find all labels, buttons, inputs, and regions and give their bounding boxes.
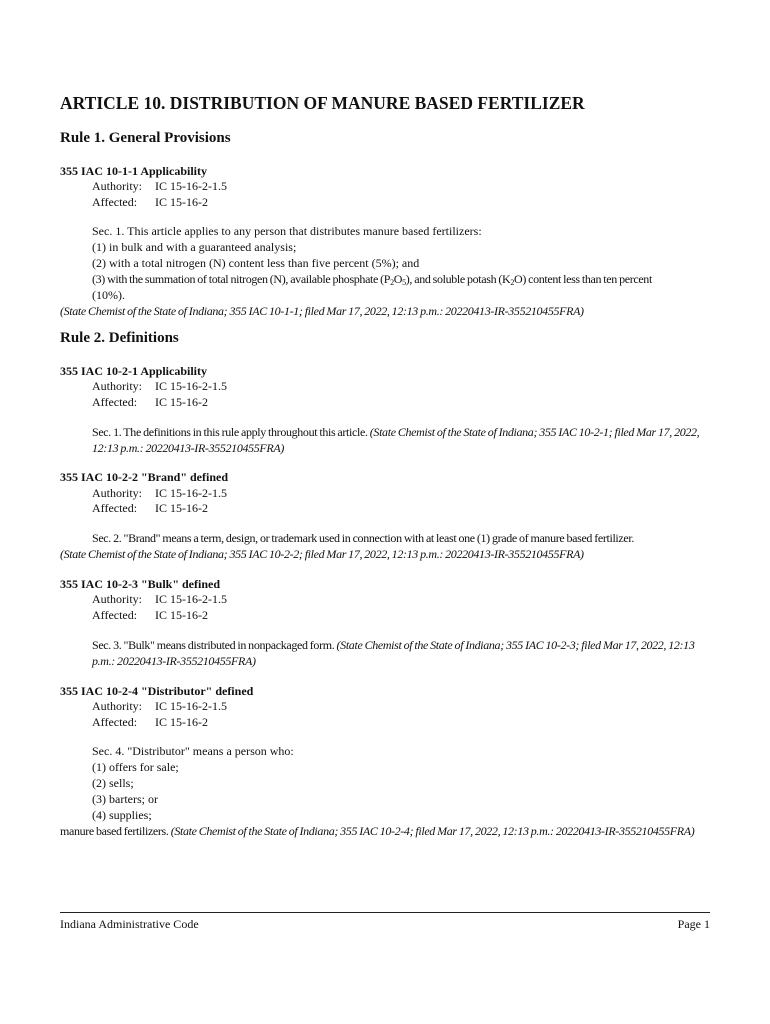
item-text: O) content less than ten percent (514, 272, 652, 286)
authority-value: IC 15-16-2-1.5 (155, 179, 227, 193)
affected-label: Affected: (92, 195, 138, 209)
affected-line (92, 195, 208, 210)
rule-2-heading: Rule 2. Definitions (60, 330, 179, 346)
affected-value: IC 15-16-2 (155, 715, 208, 729)
affected-label: Affected: (92, 501, 138, 515)
affected-line (92, 608, 208, 623)
affected-line (92, 501, 208, 516)
section-body-10-2-2 (60, 530, 710, 562)
affected-label: Affected: (92, 608, 138, 622)
list-item: (4) supplies; (92, 808, 152, 822)
page-number: Page 1 (677, 917, 710, 931)
section-title-10-2-1: 355 IAC 10-2-1 Applicability (60, 364, 208, 378)
section-text: Sec. 2. "Brand" means a term, design, or trademark used in connection with at least one (1) grade of manure based fertilizer. (92, 531, 635, 545)
section-sentence: Sec. 1. The definitions in this rule apply throughout this article. (92, 425, 368, 439)
authority-label: Authority: (92, 699, 142, 713)
authority-line (92, 592, 227, 607)
subscript: 2 (390, 278, 394, 287)
section-body-10-2-1 (60, 424, 710, 456)
section-intro: Sec. 1. This article applies to any person that distributes manure based fertilizers: (92, 224, 482, 238)
list-item: (1) in bulk and with a guaranteed analysis; (92, 240, 297, 254)
affected-value: IC 15-16-2 (155, 501, 208, 515)
list-item: (3) barters; or (92, 792, 158, 806)
item-text: O (393, 272, 403, 286)
section-title-10-2-4: 355 IAC 10-2-4 "Distributor" defined (60, 684, 254, 698)
section-body-10-1-1 (60, 223, 710, 319)
affected-value: IC 15-16-2 (155, 395, 208, 409)
subscript: 5 (402, 278, 406, 287)
section-text (60, 424, 710, 456)
citation: (State Chemist of the State of Indiana; 355 IAC 10-2-1; filed Mar 17, 2022, 12:13 p.m.: 20220413-IR-355210455FRA) (92, 425, 700, 455)
citation: (State Chemist of the State of Indiana; 355 IAC 10-2-4; filed Mar 17, 2022, 12:13 p.m.: 20220413-IR-355210455FRA) (170, 824, 695, 838)
affected-label: Affected: (92, 395, 138, 409)
footer-source: Indiana Administrative Code (60, 917, 199, 931)
affected-value: IC 15-16-2 (155, 608, 208, 622)
citation: (State Chemist of the State of Indiana; 355 IAC 10-2-3; filed Mar 17, 2022, 12:13 p.m.: 20220413-IR-355210455FRA) (92, 638, 695, 668)
authority-line (92, 486, 227, 501)
authority-value: IC 15-16-2-1.5 (155, 486, 227, 500)
affected-label: Affected: (92, 715, 138, 729)
authority-value: IC 15-16-2-1.5 (155, 379, 227, 393)
section-title-10-2-2: 355 IAC 10-2-2 "Brand" defined (60, 470, 228, 484)
rule-1-heading: Rule 1. General Provisions (60, 130, 231, 146)
authority-label: Authority: (92, 379, 142, 393)
section-sentence: Sec. 3. "Bulk" means distributed in nonpackaged form. (92, 638, 335, 652)
section-body-10-2-3 (60, 637, 710, 669)
footer-divider (60, 912, 710, 913)
authority-label: Authority: (92, 179, 142, 193)
item-text: ), and soluble potash (K (405, 272, 511, 286)
list-item: (1) offers for sale; (92, 760, 179, 774)
item-text: (3) with the summation of total nitrogen (N), available phosphate (P (92, 272, 391, 286)
authority-line (92, 699, 227, 714)
section-sentence: manure based fertilizers. (60, 824, 169, 838)
authority-label: Authority: (92, 592, 142, 606)
section-title-10-2-3: 355 IAC 10-2-3 "Bulk" defined (60, 577, 221, 591)
section-text (60, 637, 710, 669)
section-intro: Sec. 4. "Distributor" means a person who: (92, 744, 294, 758)
list-item (60, 271, 710, 287)
authority-value: IC 15-16-2-1.5 (155, 699, 227, 713)
subscript: 2 (510, 278, 515, 287)
affected-line (92, 715, 208, 730)
affected-line (92, 395, 208, 410)
list-item: (2) with a total nitrogen (N) content less than five percent (5%); and (92, 256, 420, 270)
authority-line (92, 179, 227, 194)
section-closing (60, 823, 710, 839)
section-title-10-1-1: 355 IAC 10-1-1 Applicability (60, 164, 208, 178)
citation: (State Chemist of the State of Indiana; 355 IAC 10-2-2; filed Mar 17, 2022, 12:13 p.m.: 20220413-IR-355210455FRA) (60, 547, 584, 561)
affected-value: IC 15-16-2 (155, 195, 208, 209)
list-item: (2) sells; (92, 776, 134, 790)
section-body-10-2-4 (60, 743, 710, 839)
authority-label: Authority: (92, 486, 142, 500)
authority-value: IC 15-16-2-1.5 (155, 592, 227, 606)
citation: (State Chemist of the State of Indiana; 355 IAC 10-1-1; filed Mar 17, 2022, 12:13 p.m.: 20220413-IR-355210455FRA) (60, 304, 584, 318)
list-item-continuation: (10%). (92, 288, 125, 302)
article-title: ARTICLE 10. DISTRIBUTION OF MANURE BASED FERTILIZER (60, 93, 585, 113)
authority-line (92, 379, 227, 394)
